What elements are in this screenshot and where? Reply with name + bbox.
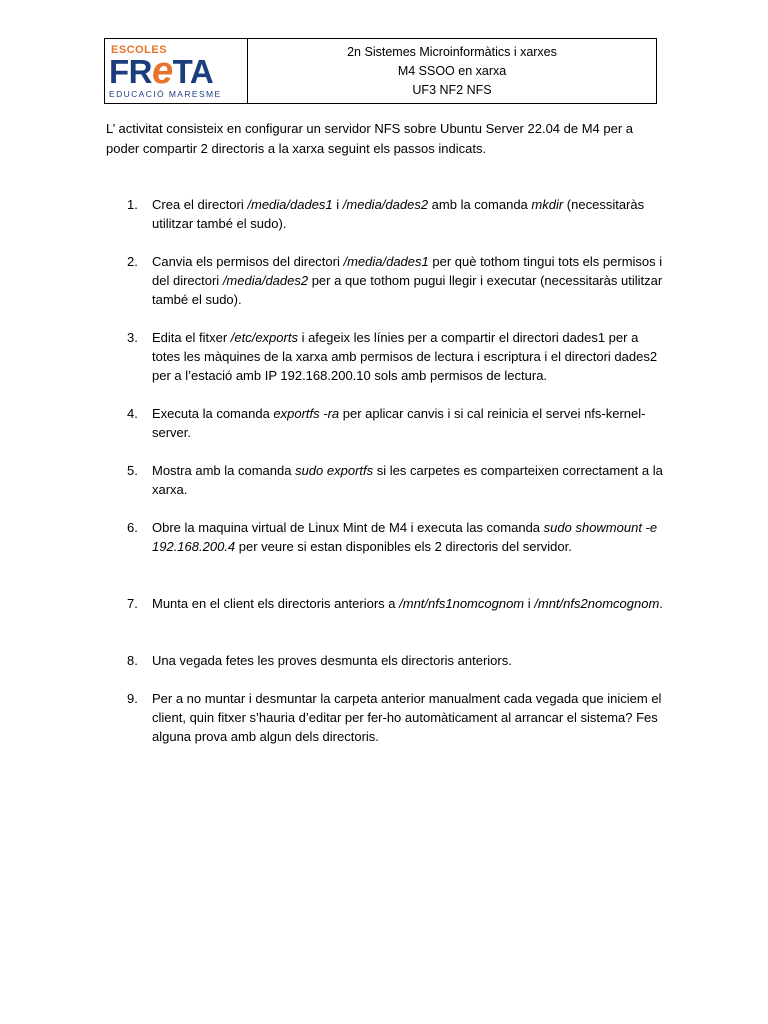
task-code-text: /media/dades1 [247,197,333,212]
task-text-run: per aplicar canvis i si cal reinicia el servei nfs-kernel-server. [152,406,646,440]
task-code-text: exportfs -ra [273,406,340,421]
task-text-run: Una vegada fetes les proves desmunta els directoris anteriors. [152,653,512,668]
logo-subtitle: EDUCACIÓ MARESME [109,89,222,99]
logo-freta-pre: FR [109,53,152,90]
task-number: 2. [127,254,138,269]
task-text-run: i afegeix les línies per a compartir el directori dades1 per a totes les màquines de la xarxa amb permisos de lectura i escriptura i el directori dades2 per a l’estació amb IP 192.168.200.10 sols amb permisos de lectura. [152,330,658,383]
task-text [152,328,667,385]
task-item [127,195,667,233]
task-text-run: Mostra amb la comanda [152,463,296,478]
task-text [152,518,667,556]
task-number: 4. [127,406,138,421]
task-code-text: /media/dades2 [342,197,429,212]
task-text-run: amb la comanda [428,197,532,212]
task-number: 5. [127,463,138,478]
task-code-text: /etc/exports [230,330,298,345]
task-text-run: per què tothom tingui tots els permisos i del directori [152,254,663,288]
task-code-text: /mnt/nfs1nomcognom [399,596,525,611]
task-item [127,328,667,385]
task-item [127,594,667,613]
intro-paragraph: L’ activitat consisteix en configurar un servidor NFS sobre Ubuntu Server 22.04 de M4 per a poder compartir 2 directoris a la xarxa seguint els passos indicats. [106,121,634,156]
logo-freta-e: e [152,50,173,92]
task-text [152,651,667,670]
task-text-run: Canvia els permisos del directori [152,254,344,269]
task-text-run: Munta en el client els directoris anteriors a [152,596,400,611]
task-number: 9. [127,691,138,706]
task-text [152,404,667,442]
task-item [127,461,667,499]
task-number: 7. [127,596,138,611]
task-text-run: . [659,596,663,611]
task-text [152,594,667,613]
task-code-text: /mnt/nfs2nomcognom [534,596,660,611]
task-text-run: per veure si estan disponibles els 2 directoris del servidor. [235,539,572,554]
task-text [152,252,667,309]
task-text-run: i [332,197,343,212]
task-code-text: sudo exportfs [295,463,374,478]
title-line-unit: UF3 NF2 NFS [412,82,492,97]
title-line-course: 2n Sistemes Microinformàtics i xarxes [347,44,557,59]
logo-escoles-text: ESCOLES [111,44,168,56]
task-text-run: Edita el fitxer [152,330,231,345]
task-item [127,651,667,670]
title-line-module: M4 SSOO en xarxa [397,63,507,78]
task-code-text: mkdir [531,197,564,212]
task-item [127,252,667,309]
task-text [152,195,667,233]
task-text-run: Executa la comanda [152,406,274,421]
task-text-run: i [524,596,535,611]
task-text-run: si les carpetes es comparteixen correctament a la xarxa. [152,463,663,497]
task-number: 3. [127,330,138,345]
task-text [152,461,667,499]
task-text-run: Per a no muntar i desmuntar la carpeta anterior manualment cada vegada que iniciem el client, quin fitxer s’hauria d’editar per fer-ho automàticament al arrancar el sistema? Fes alguna prova amb algun dels directoris. [152,691,662,744]
task-item [127,404,667,442]
logo-freta-post: TA [172,53,214,90]
task-item [127,518,667,556]
task-text-run: Crea el directori [152,197,248,212]
task-text-run: (necessitaràs utilitzar també el sudo). [152,197,645,231]
task-number: 6. [127,520,138,535]
task-number: 8. [127,653,138,668]
task-item [127,689,667,746]
task-text [152,689,667,746]
task-code-text: sudo showmount -e 192.168.200.4 [152,520,658,554]
task-text-run: Obre la maquina virtual de Linux Mint de M4 i executa las comanda [152,520,544,535]
task-code-text: /media/dades1 [343,254,429,269]
task-code-text: /media/dades2 [222,273,309,288]
task-text-run: per a que tothom pugui llegir i executar (necessitaràs utilitzar també el sudo). [152,273,663,307]
task-number: 1. [127,197,138,212]
